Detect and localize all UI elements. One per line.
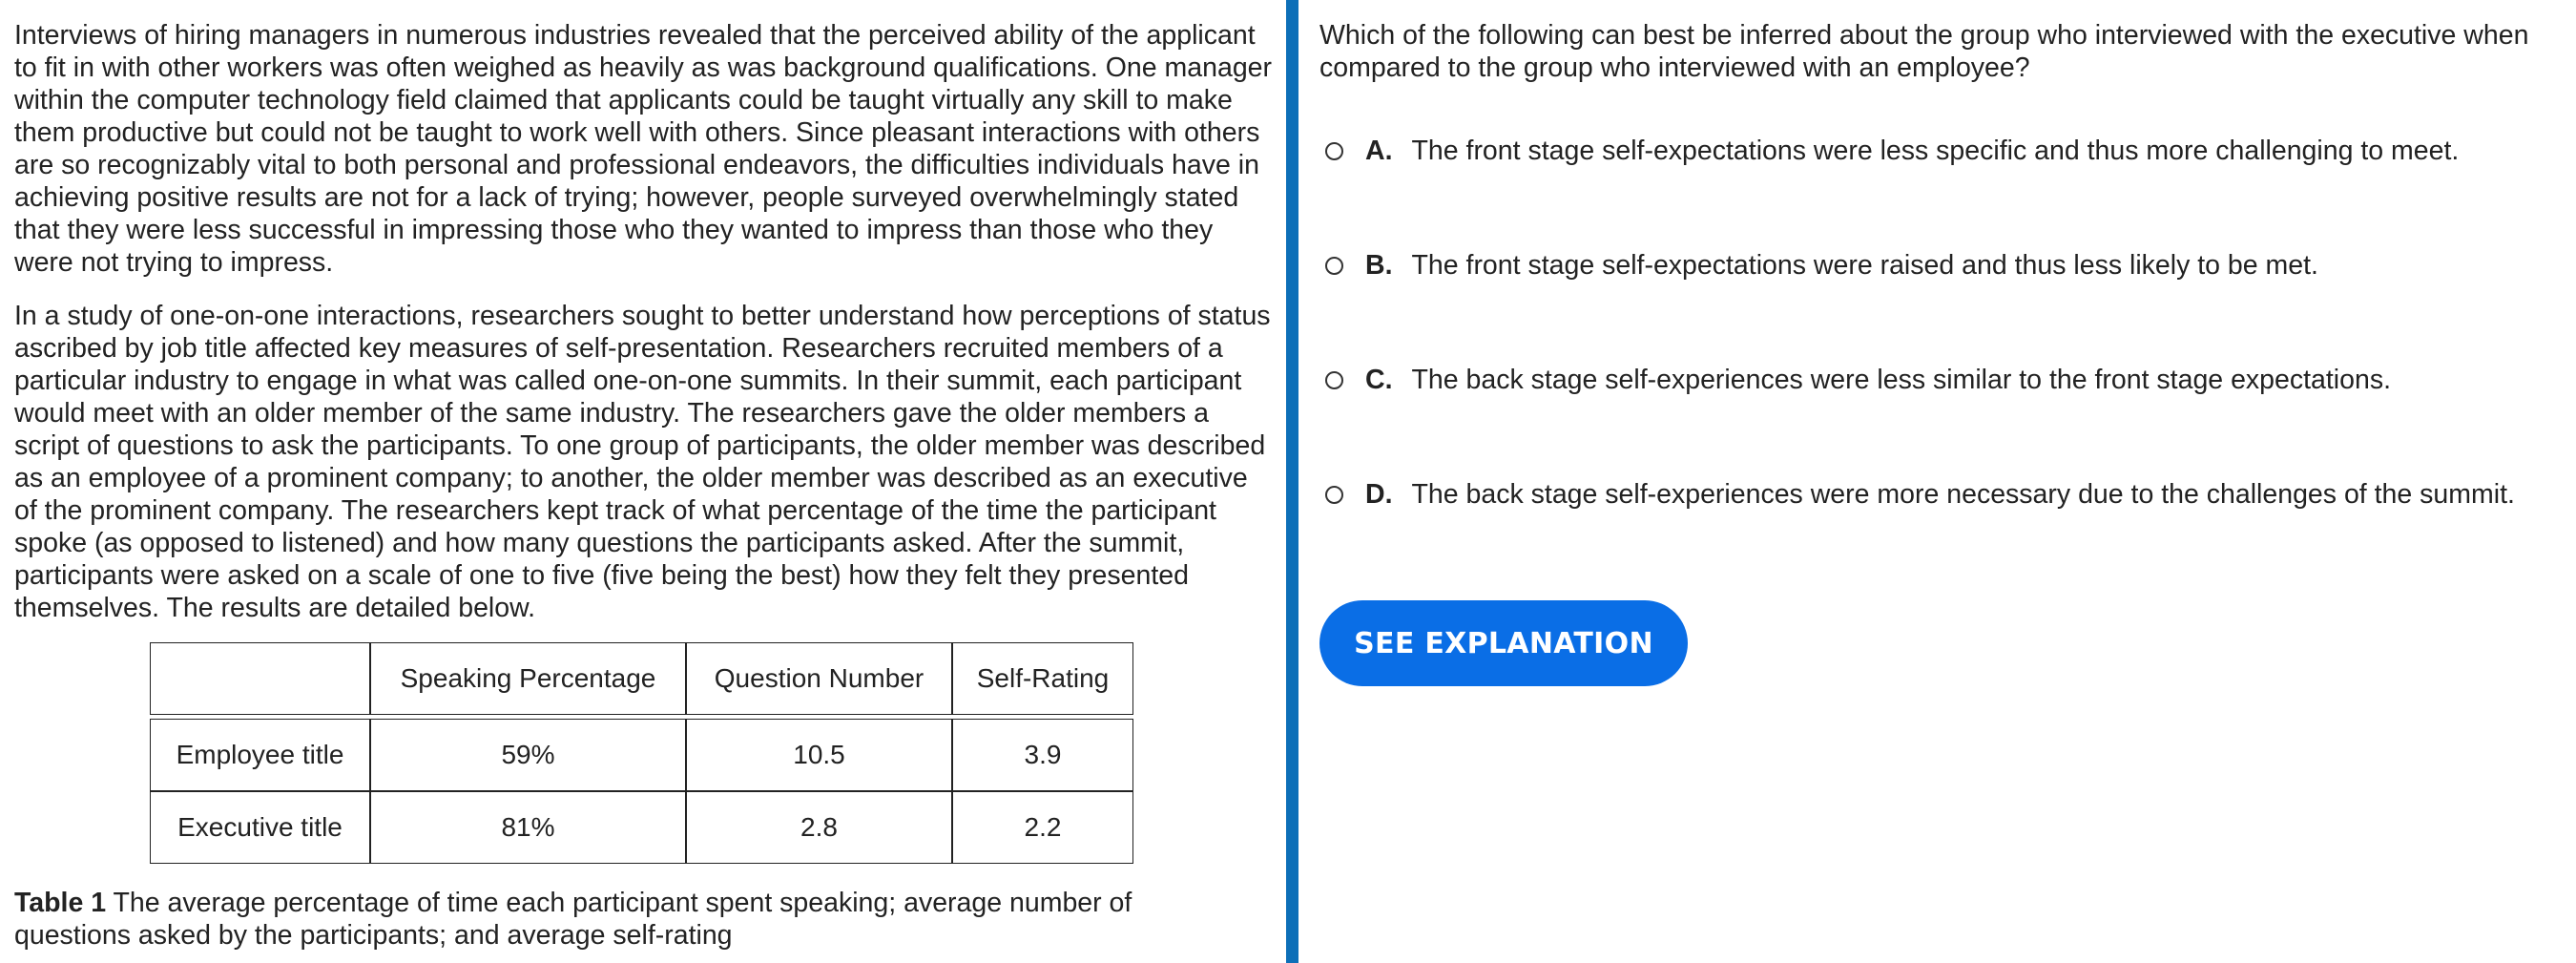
table-header-cell: Speaking Percentage (370, 642, 686, 715)
choice-letter: C. (1365, 364, 1393, 395)
table-header-cell: Self-Rating (952, 642, 1133, 715)
question-pane (1319, 0, 2576, 963)
table-cell: 81% (370, 791, 686, 864)
question-stem: Which of the following can best be inferred about the group who interviewed with the executive when compared to the group who interviewed with an employee? (1319, 20, 2529, 83)
table-row (150, 719, 1133, 791)
table-row (150, 791, 1133, 864)
choice-letter: A. (1365, 135, 1393, 166)
passage-paragraph-2: In a study of one-on-one interactions, researchers sought to better understand how perceptions of status ascribed by job title affected key measures of self-presentation. Researchers recruited members of a particular industry to engage in what was called one-on-one summits. In their summit, each participant would meet with an older member of the same industry. The researchers gave the older members a script of questions to ask the participants. To one group of participants, the older member was described as an employee of a prominent company; to another, the older member was described as an executive of the prominent company. The researchers kept track of what percentage of the time the participant spoke (as opposed to listened) and how many questions the participants asked. After the summit, participants were asked on a scale of one to five (five being the best) how they felt they presented themselves. The results are detailed below. (14, 301, 1271, 623)
pane-divider (1286, 0, 1298, 963)
radio-button-icon[interactable] (1325, 486, 1343, 504)
radio-button-icon[interactable] (1325, 142, 1343, 160)
table-cell: Executive title (150, 791, 370, 864)
choice-text: The front stage self-expectations were raised and thus less likely to be met. (1411, 249, 2318, 281)
table-header-cell (150, 642, 370, 715)
answer-choice-c[interactable] (1325, 361, 2391, 399)
choice-text: The back stage self-experiences were more necessary due to the challenges of the summit. (1411, 478, 2515, 510)
table-cell: 2.8 (686, 791, 952, 864)
answer-choice-d[interactable] (1325, 475, 2515, 513)
radio-button-icon[interactable] (1325, 257, 1343, 275)
choice-letter: B. (1365, 249, 1393, 281)
table-caption-label: Table 1 (14, 888, 107, 918)
see-explanation-button[interactable]: SEE EXPLANATION (1319, 600, 1688, 686)
table-cell: 10.5 (686, 719, 952, 791)
passage-paragraph-1: Interviews of hiring managers in numerous industries revealed that the perceived ability of the applicant to fit in with other workers was often weighed as heavily as was background qualifications. One manager within the computer technology field claimed that applicants could be taught virtually any skill to make them productive but could not be taught to work well with others. Since pleasant interactions with others are so recognizably vital to both personal and professional endeavors, the difficulties individuals have in achieving positive results are not for a lack of trying; however, people surveyed overwhelmingly stated that they were less successful in impressing those who they wanted to impress than those who they were not trying to impress. (14, 20, 1273, 278)
table-header-row (150, 642, 1133, 715)
radio-button-icon[interactable] (1325, 371, 1343, 389)
answer-choice-a[interactable] (1325, 132, 2459, 170)
table-cell: 3.9 (952, 719, 1133, 791)
passage (14, 19, 1283, 624)
results-table (150, 642, 1133, 864)
table-cell: Employee title (150, 719, 370, 791)
table-header-cell: Question Number (686, 642, 952, 715)
table-cell: 59% (370, 719, 686, 791)
choice-text: The front stage self-expectations were less specific and thus more challenging to meet. (1411, 135, 2460, 166)
choice-text: The back stage self-experiences were less similar to the front stage expectations. (1411, 364, 2392, 395)
table-caption-text: The average percentage of time each participant spent speaking; average number of questions asked by the participants; and average self-rating (14, 888, 1132, 951)
table-cell: 2.2 (952, 791, 1133, 864)
choice-letter: D. (1365, 478, 1393, 510)
answer-choice-b[interactable] (1325, 246, 2318, 284)
table-caption (14, 887, 1255, 952)
